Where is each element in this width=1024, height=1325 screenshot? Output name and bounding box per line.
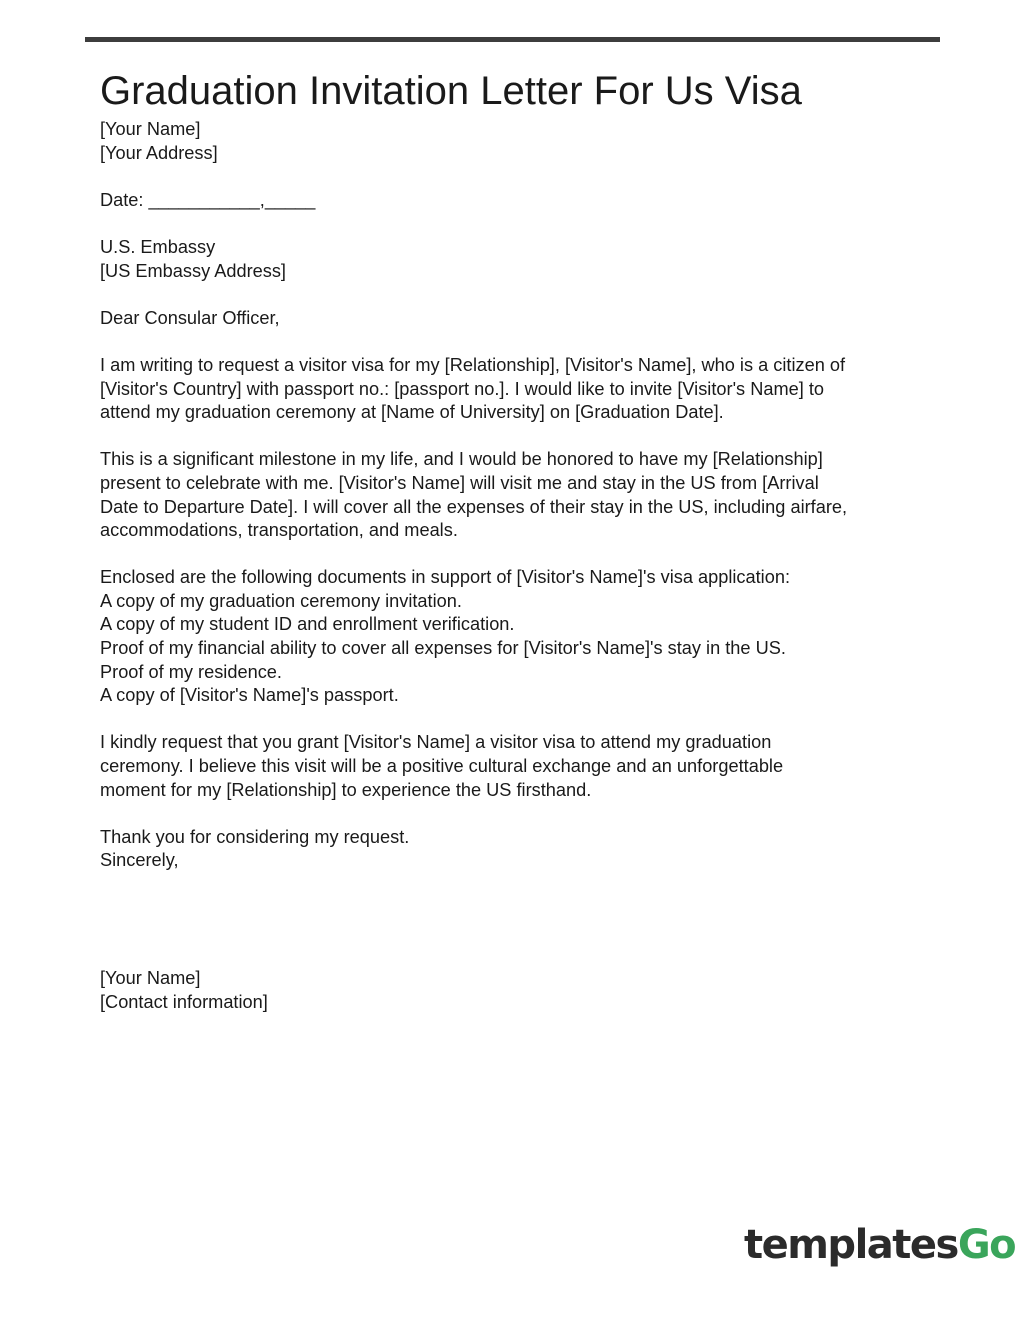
paragraph-line: This is a significant milestone in my life, and I would be honored to have my [Relationship] (100, 449, 823, 470)
thanks-line: Thank you for considering my request. (100, 826, 410, 847)
paragraph-line: accommodations, transportation, and meals. (100, 520, 458, 541)
enclosure-item: Proof of my financial ability to cover all expenses for [Visitor's Name]'s stay in the US. (100, 638, 786, 659)
signature-contact: [Contact information] (100, 991, 268, 1012)
paragraph-line: Date to Departure Date]. I will cover all the expenses of their stay in the US, including airfare, (100, 496, 848, 517)
enclosure-item: A copy of my student ID and enrollment verification. (100, 614, 515, 635)
sender-name: [Your Name] (100, 119, 201, 139)
paragraph-line: present to celebrate with me. [Visitor's Name] will visit me and stay in the US from [Arrival (100, 472, 819, 493)
paragraph-line: I kindly request that you grant [Visitor's Name] a visitor visa to attend my graduation (100, 732, 772, 753)
document-title: Graduation Invitation Letter For Us Visa (100, 69, 802, 113)
signature-name: [Your Name] (100, 968, 201, 989)
enclosures-list (100, 566, 940, 708)
paragraph-milestone (100, 448, 940, 542)
paragraph-line: ceremony. I believe this visit will be a positive cultural exchange and an unforgettable (100, 756, 784, 777)
logo-text-go: Go (957, 1222, 1016, 1268)
date-line: Date: ___________,_____ (100, 189, 316, 210)
templatesgo-logo (744, 1222, 1015, 1268)
enclosures-intro: Enclosed are the following documents in support of [Visitor's Name]'s visa application: (100, 567, 791, 588)
enclosure-item: Proof of my residence. (100, 661, 282, 682)
logo-text-templates: templates (744, 1222, 958, 1268)
enclosure-item: A copy of [Visitor's Name]'s passport. (100, 685, 399, 706)
top-divider (85, 37, 940, 42)
letter-document (100, 66, 940, 1015)
sender-address: [Your Address] (100, 142, 218, 163)
paragraph-line: [Visitor's Country] with passport no.: [passport no.]. I would like to invite [Visitor's Name] to (100, 378, 824, 399)
paragraph-line: I am writing to request a visitor visa for my [Relationship], [Visitor's Name], who is a citizen of (100, 354, 846, 375)
salutation: Dear Consular Officer, (100, 307, 280, 328)
recipient-address: [US Embassy Address] (100, 260, 286, 281)
paragraph-closing-request (100, 731, 940, 802)
signoff: Sincerely, (100, 850, 179, 871)
recipient-name: U.S. Embassy (100, 236, 216, 257)
enclosure-item: A copy of my graduation ceremony invitation. (100, 590, 462, 611)
paragraph-request (100, 354, 940, 425)
paragraph-line: moment for my [Relationship] to experience the US firsthand. (100, 779, 592, 800)
paragraph-line: attend my graduation ceremony at [Name of University] on [Graduation Date]. (100, 402, 724, 423)
